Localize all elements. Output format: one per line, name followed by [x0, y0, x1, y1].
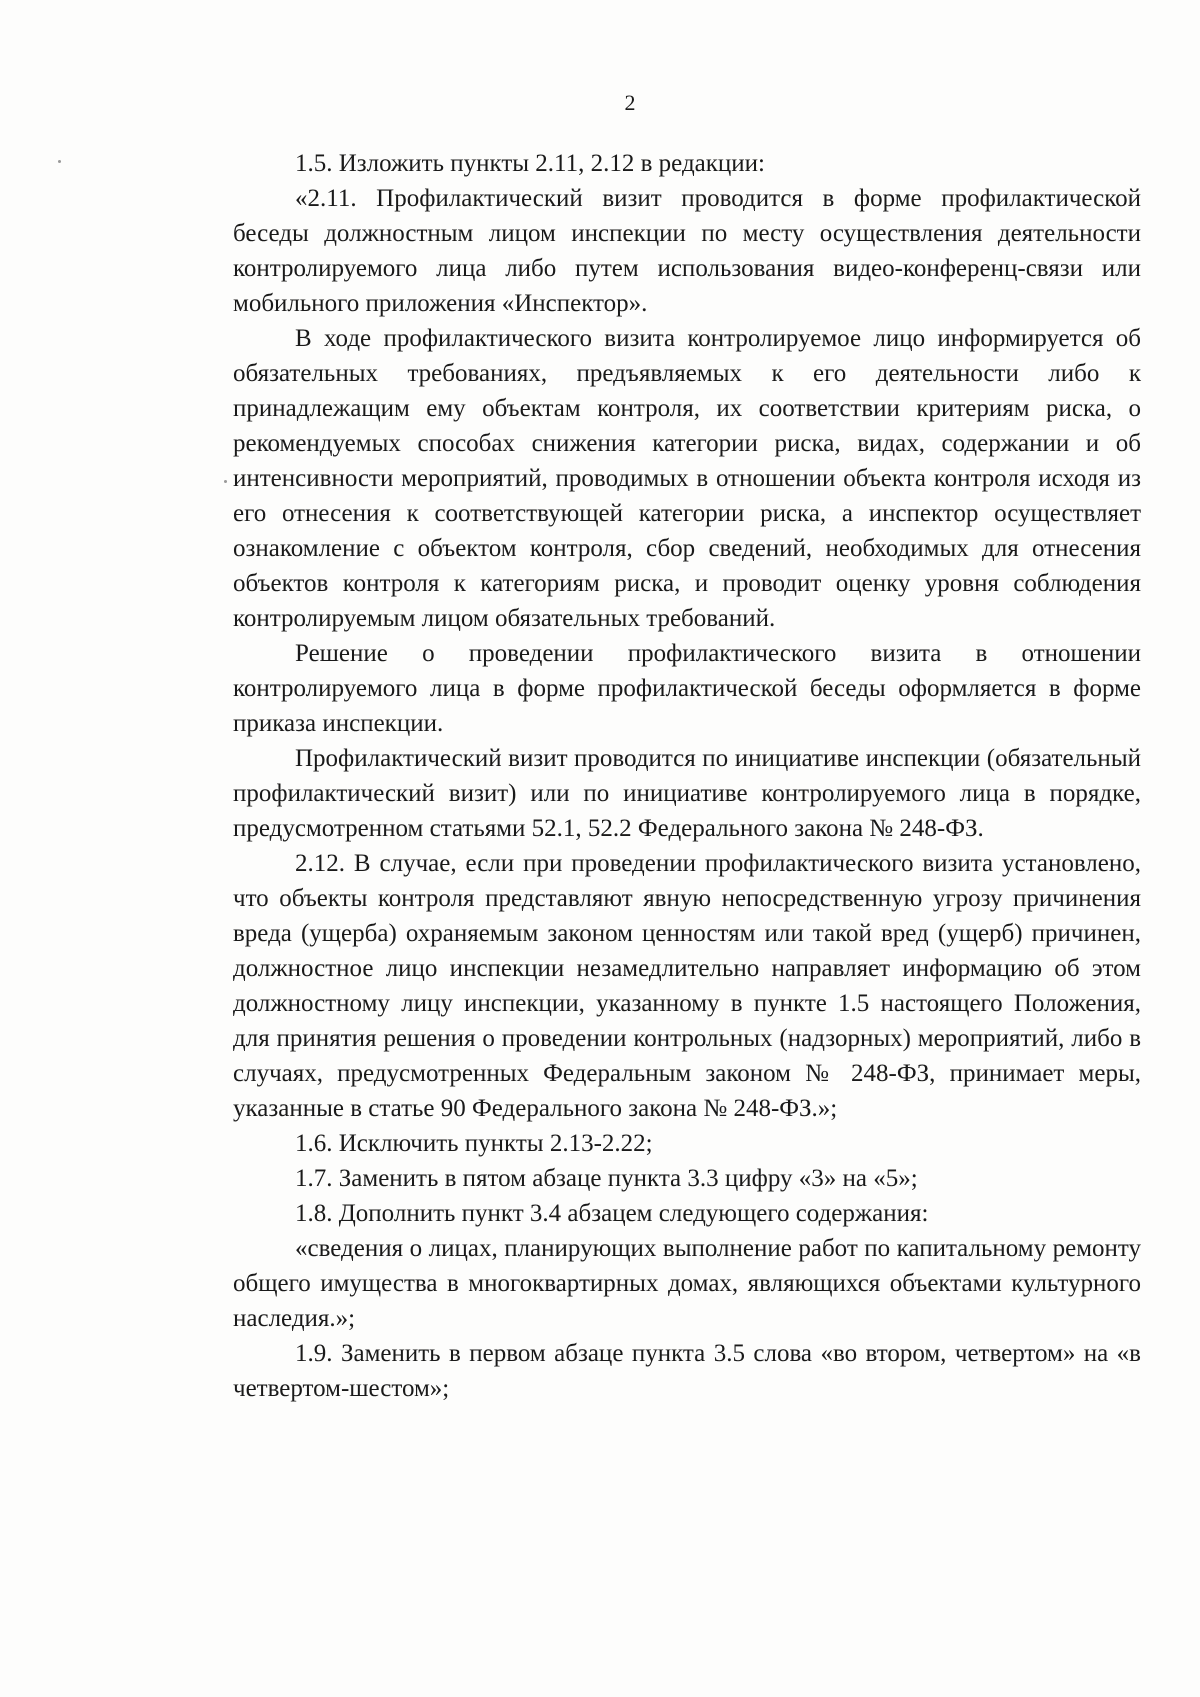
paragraph-visit-info: В ходе профилактического визита контролируемое лицо информируется об обязательных требованиях, предъявляемых к его деятельности либо к принадлежащим ему объектам контроля, их соответствии критериям риска, о рекомендуемых способах снижения категории риска, видах, содержании и об интенсивности мероприятий, проводимых в отношении объекта контроля исходя из его отнесения к соответствующей категории риска, а инспектор осуществляет ознакомление с объектом контроля, сбор сведений, необходимых для отнесения объектов контроля к категориям риска, и проводит оценку уровня соблюдения контролируемым лицом обязательных требований. [233, 325, 1141, 632]
paragraph-initiative: Профилактический визит проводится по инициативе инспекции (обязательный профилактический визит) или по инициативе контролируемого лица в порядке, предусмотренном статьями 52.1, 52.2 Федерального закона № 248-ФЗ. [233, 745, 1141, 842]
page-number: 2 [624, 90, 636, 115]
paragraph-1-8: 1.8. Дополнить пункт 3.4 абзацем следующего содержания: [295, 1200, 929, 1227]
paragraph-2-11: «2.11. Профилактический визит проводится в форме профилактической беседы должностным лицом инспекции по месту осуществления деятельности контролируемого лица либо путем использования видео-конференц-связи или мобильного приложения «Инспектор». [233, 185, 1141, 317]
paragraph-decision: Решение о проведении профилактического визита в отношении контролируемого лица в форме профилактической беседы оформляется в форме приказа инспекции. [233, 640, 1141, 737]
paragraph-1-7: 1.7. Заменить в пятом абзаце пункта 3.3 цифру «3» на «5»; [295, 1165, 918, 1192]
scan-speck [58, 160, 61, 163]
paragraph-2-12: 2.12. В случае, если при проведении профилактического визита установлено, что объекты контроля представляют явную непосредственную угрозу причинения вреда (ущерба) охраняемым законом ценностям или такой вред (ущерб) причинен, должностное лицо инспекции незамедлительно направляет информацию об этом должностному лицу инспекции, указанному в пункте 1.5 настоящего Положения, для принятия решения о проведении контрольных (надзорных) мероприятий, либо в случаях, предусмотренных Федеральным законом № 248-ФЗ, принимает меры, указанные в статье 90 Федерального закона № 248-ФЗ.»; [233, 850, 1141, 1122]
paragraph-1-5: 1.5. Изложить пункты 2.11, 2.12 в редакции: [295, 150, 765, 177]
paragraph-1-9: 1.9. Заменить в первом абзаце пункта 3.5 слова «во втором, четвертом» на «в четвертом-шестом»; [233, 1340, 1141, 1402]
paragraph-cultural-heritage: «сведения о лицах, планирующих выполнение работ по капитальному ремонту общего имущества в многоквартирных домах, являющихся объектами культурного наследия.»; [233, 1235, 1141, 1332]
document-body [233, 146, 1141, 1406]
scan-speck [224, 480, 227, 483]
paragraph-1-6: 1.6. Исключить пункты 2.13-2.22; [295, 1130, 653, 1157]
